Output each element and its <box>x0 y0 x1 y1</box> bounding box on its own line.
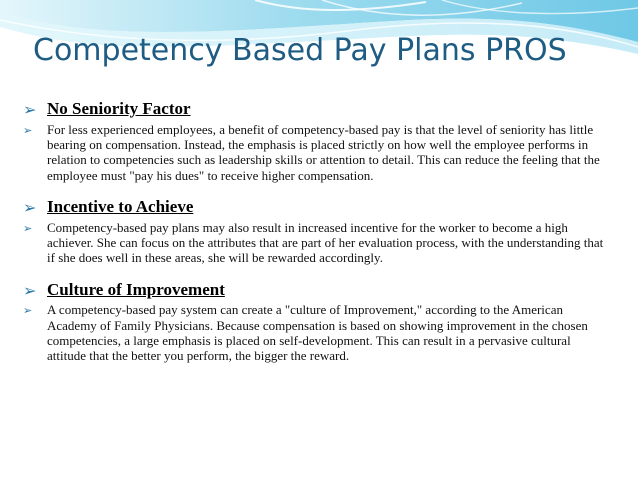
section-paragraph-row <box>23 220 608 266</box>
section-heading-row <box>23 281 608 300</box>
section-heading-row <box>23 198 608 217</box>
section-culture-of-improvement <box>23 281 608 364</box>
section-paragraph-row <box>23 302 608 363</box>
section-heading-row <box>23 100 608 119</box>
section-no-seniority-factor <box>23 100 608 183</box>
arrow-right-icon: ➢ <box>23 221 33 235</box>
slide-content <box>23 100 608 379</box>
section-heading: Incentive to Achieve <box>47 197 194 216</box>
arrow-right-icon: ➢ <box>23 123 33 137</box>
section-paragraph: A competency-based pay system can create a "culture of Improvement," according to the American Academy of Family Physicians. Because compensation is based on showing improvement in the chosen competencies, a large emphasis is placed on self-development. This can result in a pervasive cultural attitude that the better you perform, the bigger the reward. <box>47 302 588 364</box>
section-incentive-to-achieve <box>23 198 608 266</box>
section-paragraph-row <box>23 122 608 183</box>
arrow-right-icon: ➢ <box>23 280 37 300</box>
slide-title: Competency Based Pay Plans PROS <box>33 33 567 68</box>
section-paragraph: For less experienced employees, a benefit of competency-based pay is that the level of seniority has little bearing on compensation. Instead, the emphasis is placed strictly on how well the employee performs in relation to competencies such as leadership skills or attention to detail. This can reduce the feeling that the employee must "pay his dues" to receive higher compensation. <box>47 121 600 183</box>
section-heading: Culture of Improvement <box>47 279 225 299</box>
section-paragraph: Competency-based pay plans may also result in increased incentive for the worker to become a high achiever. She can focus on the attributes that are part of her evaluation process, with the understanding that if she does well in these areas, she will be rewarded accordingly. <box>47 219 604 266</box>
arrow-right-icon: ➢ <box>23 198 37 217</box>
section-heading: No Seniority Factor <box>47 99 191 118</box>
arrow-right-icon: ➢ <box>23 304 33 318</box>
arrow-right-icon: ➢ <box>23 100 37 119</box>
